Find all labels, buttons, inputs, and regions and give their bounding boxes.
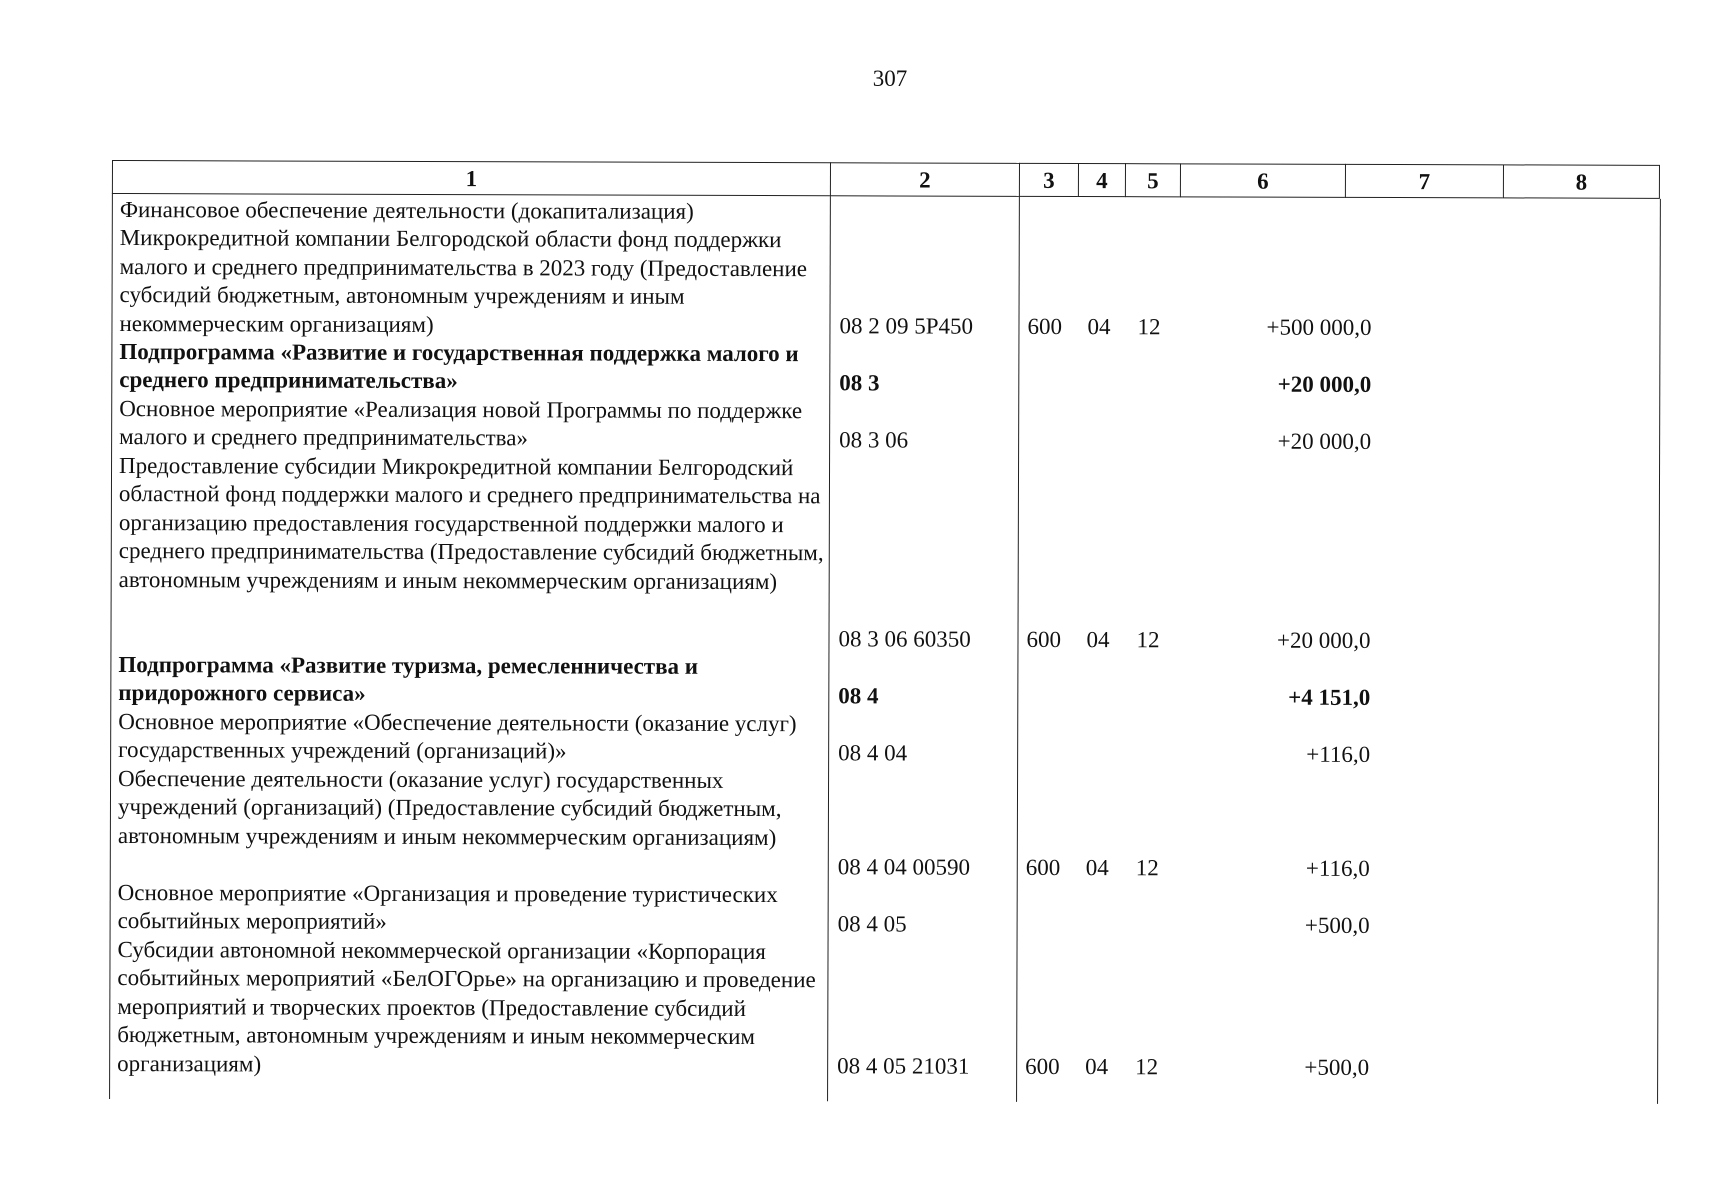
- row-value: +20 000,0: [1276, 627, 1371, 653]
- row-code: 08 3 06: [839, 426, 909, 453]
- row-value: +4 151,0: [1288, 684, 1371, 710]
- header-col-8: 8: [1503, 164, 1660, 198]
- row-name: Основное мероприятие «Реализация новой Программы по поддержке малого и среднего предпринимательства»: [119, 396, 803, 451]
- row-value: +20 000,0: [1277, 428, 1372, 454]
- row-code: 08 2 09 5Р450: [839, 312, 974, 339]
- header-col-6: 6: [1180, 163, 1345, 198]
- table-row: [110, 765, 1658, 884]
- row-col3: 600: [1027, 313, 1063, 339]
- row-col4: 04: [1085, 854, 1109, 880]
- row-col3: 600: [1025, 854, 1061, 880]
- table-row: [111, 395, 1659, 457]
- table-row: [111, 338, 1659, 400]
- header-col-4: 4: [1078, 163, 1125, 197]
- row-name: Финансовое обеспечение деятельности (докапитализация) Микрокредитной компании Белгородской области фонд поддержки малого и среднего предпринимательства в 2023 году (Предоставление субсидий бюджетным, автономным учреждениям и иным некоммерческим организациям): [119, 197, 808, 337]
- header-col-2: 2: [830, 162, 1019, 197]
- row-name: Предоставление субсидии Микрокредитной компании Белгородский областной фонд поддержки малого и среднего предпринимательства на организацию предоставления государственной поддержки малого и среднего предпринимательства (Предоставление субсидий бюджетным, автономным учреждениям и иным некоммерческим организациям): [118, 453, 824, 594]
- row-value: +116,0: [1306, 741, 1371, 767]
- row-name: Обеспечение деятельности (оказание услуг) государственных учреждений (организаций) (Предоставление субсидий бюджетным, автономным учреждениям и иным некоммерческим организациям): [117, 766, 782, 850]
- table-row: [110, 879, 1658, 941]
- row-name: Субсидии автономной некоммерческой организации «Корпорация событийных мероприятий «БелОГОрье» на организацию и проведение мероприятий и творческих проектов (Предоставление субсидий бюджетным, автономным учреждениям и иным некоммерческим организациям): [117, 937, 816, 1077]
- table-row: [110, 452, 1659, 656]
- table-row: [110, 708, 1658, 770]
- row-code: 08 4: [838, 682, 879, 709]
- row-name: Подпрограмма «Развитие и государственная поддержка малого и среднего предпринимательства»: [119, 339, 799, 394]
- row-col5: 12: [1135, 1053, 1159, 1079]
- row-col3: 600: [1026, 626, 1062, 652]
- row-col4: 04: [1086, 626, 1110, 652]
- row-col5: 12: [1135, 854, 1159, 880]
- row-col3: 600: [1025, 1053, 1060, 1079]
- header-col-3: 3: [1019, 163, 1078, 197]
- row-code: 08 4 05: [837, 910, 907, 937]
- row-code: 08 4 05 21031: [837, 1052, 970, 1079]
- page-number: 307: [872, 66, 908, 91]
- table-row: [109, 936, 1657, 1083]
- row-code: 08 4 04: [838, 739, 908, 766]
- header-col-1: 1: [112, 160, 830, 196]
- row-value: +500 000,0: [1266, 314, 1372, 340]
- header-col-5: 5: [1125, 163, 1180, 197]
- table-row: [111, 196, 1659, 343]
- row-value: +500,0: [1304, 1054, 1370, 1080]
- row-col4: 04: [1087, 313, 1111, 339]
- row-col4: 04: [1085, 1053, 1109, 1079]
- row-name: Основное мероприятие «Обеспечение деятельности (оказание услуг) государственных учреждений (организаций)»: [118, 709, 797, 764]
- row-col5: 12: [1137, 313, 1161, 339]
- row-code: 08 3 06 60350: [838, 625, 971, 652]
- row-code: 08 3: [839, 369, 880, 396]
- table-row: [110, 651, 1658, 713]
- row-value: +116,0: [1305, 855, 1370, 881]
- row-code: 08 4 04 00590: [837, 853, 971, 880]
- row-value: +20 000,0: [1277, 371, 1372, 397]
- row-name: Основное мероприятие «Организация и проведение туристических событийных мероприятий»: [117, 880, 778, 935]
- budget-table: [109, 160, 1660, 1105]
- row-col5: 12: [1136, 626, 1160, 652]
- row-name: Подпрограмма «Развитие туризма, ремесленничества и придорожного сервиса»: [118, 652, 699, 707]
- header-col-7: 7: [1345, 164, 1503, 198]
- row-value: +500,0: [1304, 912, 1370, 938]
